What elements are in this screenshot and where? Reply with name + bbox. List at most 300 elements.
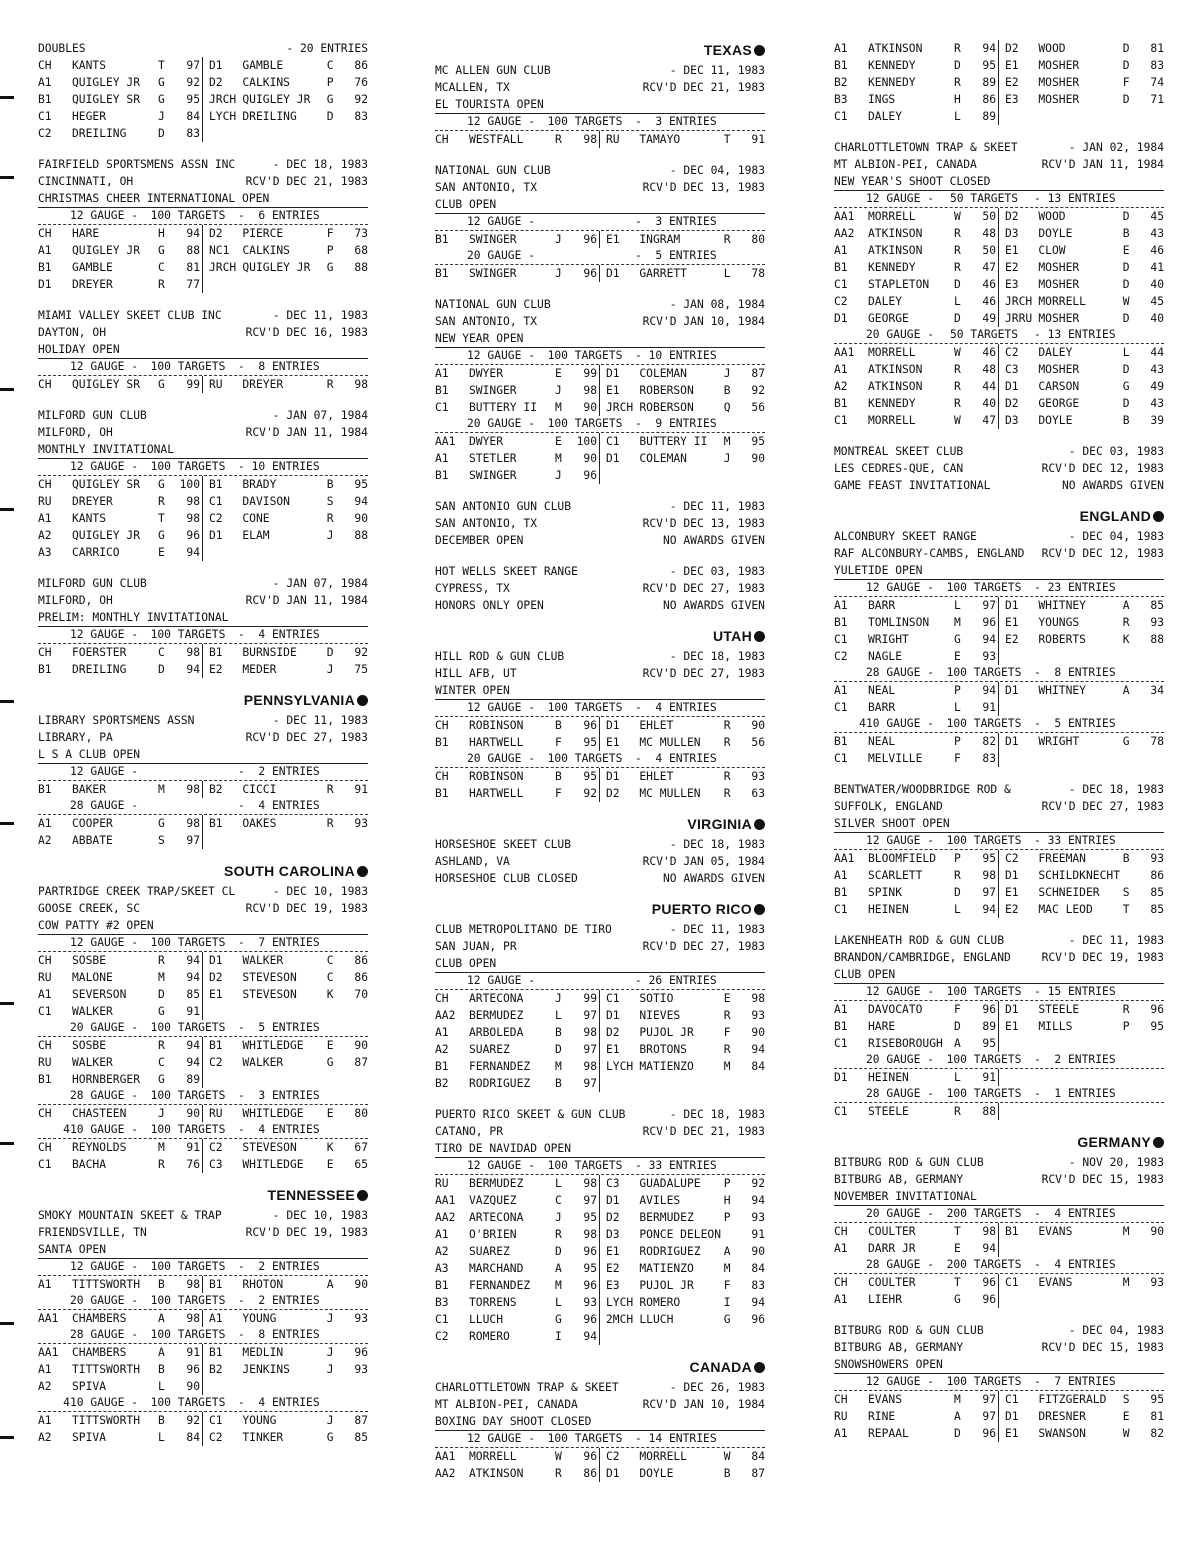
result-row <box>38 1156 368 1173</box>
result-cell <box>435 450 600 467</box>
targets: 100 TARGETS <box>946 1375 1022 1388</box>
class-code: A1 <box>38 817 52 830</box>
division-header <box>38 359 368 376</box>
shooter-name: TITTSWORTH <box>72 1363 141 1376</box>
score: 91 <box>982 1071 996 1084</box>
result-row <box>435 1294 765 1311</box>
shooter-name: ARBOLEDA <box>469 1026 524 1039</box>
shooter-initial: D <box>158 663 165 676</box>
shooter-name: CARRICO <box>72 546 120 559</box>
shooter-name: MORRELL <box>868 414 916 427</box>
class-code: A1 <box>435 1228 449 1241</box>
result-row <box>834 1425 1164 1442</box>
score: 76 <box>186 1158 200 1171</box>
shooter-name: BERMUDEZ <box>639 1211 694 1224</box>
division-header <box>834 1257 1164 1274</box>
class-code: C2 <box>209 1141 223 1154</box>
score: 83 <box>982 752 996 765</box>
club-line-right: RCV'D JAN 10, 1984 <box>642 315 765 328</box>
class-code: E1 <box>1005 244 1019 257</box>
result-cell <box>834 208 999 225</box>
club-line-right: NO AWARDS GIVEN <box>662 534 765 547</box>
score: 94 <box>186 954 200 967</box>
shooter-initial: J <box>326 663 334 676</box>
score: 94 <box>982 684 996 697</box>
shooter-initial: R <box>954 76 961 89</box>
division-header <box>38 1020 368 1037</box>
club-block <box>834 139 1164 429</box>
shooter-name: DARR JR <box>868 1242 916 1255</box>
class-code: D1 <box>606 267 620 280</box>
result-row <box>435 365 765 382</box>
class-code: CH <box>834 1225 848 1238</box>
score: 43 <box>1150 363 1165 376</box>
club-line-left: SAN ANTONIO, TX <box>435 181 538 194</box>
state-name: VIRGINIA <box>687 816 752 832</box>
class-code: E1 <box>606 1245 620 1258</box>
result-row <box>38 1344 368 1361</box>
score: 39 <box>1150 414 1165 427</box>
result-cell <box>203 1003 368 1020</box>
result-cell <box>38 1378 203 1395</box>
shooter-name: QUIGLEY JR <box>72 244 141 257</box>
shooter-name: ATKINSON <box>868 380 923 393</box>
class-code: RU <box>209 378 223 391</box>
shooter-name: ROMERO <box>639 1296 681 1309</box>
result-cell <box>999 1425 1164 1442</box>
club-line-left: HILL ROD & GUN CLUB <box>435 650 565 663</box>
score: 92 <box>186 76 200 89</box>
targets: 100 TARGETS <box>946 834 1022 847</box>
result-row <box>834 276 1164 293</box>
result-cell <box>435 734 600 751</box>
score: 56 <box>751 401 766 414</box>
targets: 100 TARGETS <box>946 1053 1022 1066</box>
shooter-name: AVILES <box>639 1194 681 1207</box>
shooter-initial: R <box>954 227 961 240</box>
class-code: B1 <box>834 735 848 748</box>
division-header <box>38 935 368 952</box>
result-cell <box>435 382 600 399</box>
shooter-name: WALKER <box>72 1056 113 1069</box>
result-row <box>435 450 765 467</box>
targets: 100 TARGETS <box>150 1294 226 1307</box>
club-line-right: - DEC 26, 1983 <box>669 1381 765 1394</box>
result-cell <box>834 884 999 901</box>
class-code: CH <box>38 954 52 967</box>
class-code: D1 <box>1005 599 1019 612</box>
result-row <box>435 1209 765 1226</box>
shooter-name: DAVISON <box>242 495 290 508</box>
score: 98 <box>583 1177 597 1190</box>
result-cell <box>38 1361 203 1378</box>
result-cell <box>999 57 1164 74</box>
shooter-initial: G <box>1122 380 1130 393</box>
shooter-initial: T <box>954 1225 961 1238</box>
club-line-left: HORSESHOE SKEET CLUB <box>435 838 572 851</box>
club-line-left: MONTREAL SKEET CLUB <box>834 445 964 458</box>
shooter-name: HEGER <box>72 110 107 123</box>
shooter-name: OAKES <box>242 817 277 830</box>
result-cell <box>38 476 203 493</box>
result-row <box>38 1003 368 1020</box>
score: 75 <box>354 663 369 676</box>
score: 40 <box>982 397 996 410</box>
shooter-name: WALKER <box>242 954 284 967</box>
club-line-right: - NOV 20, 1983 <box>1068 1156 1164 1169</box>
entries: - 5 ENTRIES <box>635 249 717 262</box>
event-name: SNOWSHOWERS OPEN <box>834 1356 1164 1374</box>
shooter-name: BAKER <box>72 783 107 796</box>
gauge: 12 GAUGE - <box>69 1260 138 1273</box>
shooter-name: MEDER <box>242 663 277 676</box>
shooter-name: LIEHR <box>868 1293 903 1306</box>
score: 84 <box>751 1060 766 1073</box>
shooter-name: SCHILDKNECHT <box>1038 869 1120 882</box>
result-cell <box>435 467 600 484</box>
shooter-initial: K <box>1122 633 1130 646</box>
club-line-right: - DEC 11, 1983 <box>669 500 765 513</box>
class-code: B1 <box>834 616 848 629</box>
class-code: A1 <box>834 684 848 697</box>
result-cell <box>203 125 368 142</box>
division-header <box>435 973 765 990</box>
class-code: A2 <box>38 529 52 542</box>
club-line <box>435 79 765 96</box>
gauge: 12 GAUGE - <box>865 581 934 594</box>
club-line <box>834 798 1164 815</box>
shooter-initial: P <box>954 735 961 748</box>
score: 74 <box>1150 76 1165 89</box>
score: 48 <box>982 227 996 240</box>
result-row <box>38 832 368 849</box>
shooter-name: WOOD <box>1038 210 1066 223</box>
result-row <box>38 969 368 986</box>
shooter-name: GEORGE <box>1038 397 1080 410</box>
shooter-initial: E <box>555 435 562 448</box>
club-line-left: MIAMI VALLEY SKEET CLUB INC <box>38 309 222 322</box>
shooter-initial: L <box>555 1296 562 1309</box>
shooter-name: DWYER <box>469 435 504 448</box>
class-code: AA1 <box>435 435 456 448</box>
result-cell <box>834 867 999 884</box>
shooter-name: MOSHER <box>1038 312 1080 325</box>
shooter-initial: R <box>555 1228 562 1241</box>
shooter-name: RINE <box>868 1410 896 1423</box>
class-code: B2 <box>209 783 223 796</box>
shooter-name: QUIGLEY JR <box>72 529 141 542</box>
score: 96 <box>751 1313 766 1326</box>
club-line <box>435 648 765 665</box>
shooter-initial: G <box>326 1431 334 1444</box>
score: 48 <box>982 363 996 376</box>
score: 83 <box>751 1279 766 1292</box>
shooter-name: MORRELL <box>868 346 916 359</box>
shooter-name: MEDLIN <box>242 1346 284 1359</box>
class-code: D3 <box>1005 414 1019 427</box>
score: 92 <box>186 1414 200 1427</box>
result-cell <box>834 750 999 767</box>
score: 90 <box>186 1380 200 1393</box>
shooter-name: STAPLETON <box>868 278 930 291</box>
shooter-name: KANTS <box>72 512 107 525</box>
shooter-initial: H <box>723 1194 731 1207</box>
result-row <box>435 1226 765 1243</box>
shooter-name: SUAREZ <box>469 1245 510 1258</box>
score: 94 <box>186 1039 200 1052</box>
score: 50 <box>982 210 996 223</box>
result-cell <box>435 1075 600 1092</box>
result-row <box>38 493 368 510</box>
shooter-initial: W <box>954 210 961 223</box>
class-code: B1 <box>1005 1225 1019 1238</box>
score: 97 <box>982 886 996 899</box>
targets: 100 TARGETS <box>150 1021 226 1034</box>
result-row <box>834 108 1164 125</box>
entries: - 2 ENTRIES <box>238 1294 320 1307</box>
result-row <box>38 644 368 661</box>
class-code: RU <box>209 1107 223 1120</box>
result-cell <box>435 990 600 1007</box>
event-name: NOVEMBER INVITATIONAL <box>834 1188 1164 1206</box>
result-cell <box>600 1311 765 1328</box>
margin-marks <box>0 0 20 1541</box>
club-line-left: HOT WELLS SKEET RANGE <box>435 565 578 578</box>
entries: - 4 ENTRIES <box>238 628 320 641</box>
shooter-initial: I <box>555 1330 562 1343</box>
result-cell <box>600 1058 765 1075</box>
club-line-left: BITBURG ROD & GUN CLUB <box>834 1156 984 1169</box>
score: 96 <box>583 233 597 246</box>
result-row <box>38 1412 368 1429</box>
result-cell <box>834 1103 999 1120</box>
score: 94 <box>982 42 996 55</box>
club-line <box>834 1154 1164 1171</box>
shooter-initial: M <box>158 783 165 796</box>
shooter-initial: B <box>555 1077 562 1090</box>
shooter-name: SOSBE <box>72 1039 107 1052</box>
shooter-name: MC MULLEN <box>639 787 701 800</box>
class-code: C2 <box>1005 852 1019 865</box>
class-code: D1 <box>1005 869 1019 882</box>
score: 84 <box>186 1431 200 1444</box>
club-line-left: DAYTON, OH <box>38 326 107 339</box>
result-cell <box>600 131 765 148</box>
result-row <box>834 597 1164 614</box>
score: 91 <box>982 701 996 714</box>
score: 90 <box>751 452 766 465</box>
shooter-initial: F <box>326 227 334 240</box>
shooter-initial: M <box>723 435 731 448</box>
club-line-left: MILFORD, OH <box>38 594 113 607</box>
club-line-right: - DEC 03, 1983 <box>1068 445 1164 458</box>
event-name: SILVER SHOOT OPEN <box>834 815 1164 833</box>
result-cell <box>834 395 999 412</box>
shooter-initial: R <box>954 397 961 410</box>
score: 85 <box>186 988 200 1001</box>
score: 56 <box>751 736 766 749</box>
result-row <box>38 376 368 393</box>
shooter-name: INGRAM <box>639 233 681 246</box>
shooter-initial: F <box>723 1026 731 1039</box>
result-row <box>38 781 368 798</box>
class-code: D3 <box>1005 227 1019 240</box>
club-line <box>435 1379 765 1396</box>
shooter-name: DALEY <box>868 295 903 308</box>
shooter-initial: A <box>723 1245 731 1258</box>
gauge: 20 GAUGE - <box>466 417 535 430</box>
shooter-initial: P <box>723 1211 731 1224</box>
shooter-initial: B <box>1122 414 1130 427</box>
class-code: B1 <box>435 469 449 482</box>
gauge: 20 GAUGE - <box>69 1294 138 1307</box>
result-cell <box>834 91 999 108</box>
result-row <box>834 378 1164 395</box>
class-code: A2 <box>38 1380 52 1393</box>
shooter-name: WHITLEDGE <box>242 1039 304 1052</box>
shooter-initial: J <box>326 529 334 542</box>
club-line-left: SAN ANTONIO, TX <box>435 315 538 328</box>
result-cell <box>203 276 368 293</box>
result-row <box>38 1276 368 1293</box>
class-code: D1 <box>209 954 223 967</box>
score: 87 <box>354 1056 369 1069</box>
club-block <box>435 648 765 802</box>
result-cell <box>38 57 203 74</box>
shooter-name: BRADY <box>242 478 277 491</box>
shooter-initial: D <box>954 59 961 72</box>
shooter-name: HARE <box>72 227 100 240</box>
score: 82 <box>1150 1427 1165 1440</box>
shooter-name: KANTS <box>72 59 107 72</box>
shooter-name: TITTSWORTH <box>72 1278 141 1291</box>
division-header <box>38 627 368 644</box>
class-code: E2 <box>1005 903 1019 916</box>
entries: - 8 ENTRIES <box>238 1328 320 1341</box>
club-block <box>38 712 368 849</box>
state-name: TEXAS <box>703 42 752 58</box>
club-line-right: RCV'D DEC 15, 1983 <box>1041 1341 1164 1354</box>
division-header <box>38 798 368 815</box>
result-cell <box>999 242 1164 259</box>
score: 84 <box>751 1450 766 1463</box>
club-block <box>834 781 1164 918</box>
shooter-name: REPAAL <box>868 1427 909 1440</box>
shooter-initial: J <box>555 992 562 1005</box>
result-cell <box>203 510 368 527</box>
result-cell <box>435 1294 600 1311</box>
shooter-initial: R <box>158 954 165 967</box>
result-cell <box>435 399 600 416</box>
score: 43 <box>1150 397 1165 410</box>
class-code: A2 <box>435 1245 449 1258</box>
shooter-initial: R <box>954 869 961 882</box>
club-line <box>435 1106 765 1123</box>
shooter-initial: B <box>158 1414 165 1427</box>
result-row <box>834 1274 1164 1291</box>
class-code: A1 <box>38 512 52 525</box>
class-code: D2 <box>1005 397 1019 410</box>
club-block <box>38 307 368 393</box>
result-cell <box>600 1007 765 1024</box>
entries: - 10 ENTRIES <box>238 460 320 473</box>
shooter-initial: C <box>326 59 334 72</box>
result-cell <box>203 1071 368 1088</box>
club-block <box>38 575 368 678</box>
result-row <box>435 1058 765 1075</box>
class-code: A1 <box>834 1293 848 1306</box>
shooter-name: ARTECONA <box>469 1211 524 1224</box>
shooter-initial: F <box>723 1279 731 1292</box>
shooter-initial: M <box>723 1262 731 1275</box>
entries: - 4 ENTRIES <box>238 799 320 812</box>
shooter-initial: W <box>954 346 961 359</box>
class-code: E3 <box>606 1279 620 1292</box>
club-line <box>38 575 368 592</box>
class-code: 2MCH <box>606 1313 634 1326</box>
division-header <box>834 580 1164 597</box>
shooter-name: CALKINS <box>242 244 290 257</box>
score: 97 <box>982 1393 996 1406</box>
result-cell <box>435 1007 600 1024</box>
shooter-name: GAMBLE <box>72 261 113 274</box>
bullet-icon <box>1153 511 1164 522</box>
shooter-initial: B <box>555 770 562 783</box>
score: 90 <box>354 1278 369 1291</box>
class-code: C2 <box>834 295 848 308</box>
club-line-left: MILFORD GUN CLUB <box>38 577 147 590</box>
score: 93 <box>583 1296 597 1309</box>
club-block <box>38 1207 368 1446</box>
entries: - 2 ENTRIES <box>1034 1053 1116 1066</box>
shooter-initial: C <box>326 971 334 984</box>
result-row <box>834 1291 1164 1308</box>
class-code: C2 <box>606 1450 620 1463</box>
result-row <box>435 1192 765 1209</box>
class-code: D1 <box>606 719 620 732</box>
result-cell <box>38 1037 203 1054</box>
entries: - 23 ENTRIES <box>1034 581 1116 594</box>
result-cell <box>38 1429 203 1446</box>
result-cell <box>38 1003 203 1020</box>
shooter-initial: T <box>723 133 731 146</box>
result-cell <box>203 1412 368 1429</box>
result-cell <box>999 276 1164 293</box>
shooter-name: QUIGLEY JR <box>242 261 311 274</box>
result-cell <box>203 493 368 510</box>
result-row <box>435 785 765 802</box>
class-code: C2 <box>209 1056 223 1069</box>
club-line <box>38 424 368 441</box>
score: 95 <box>186 93 200 106</box>
result-cell <box>435 231 600 248</box>
score: 87 <box>751 1467 766 1480</box>
event-name: SANTA OPEN <box>38 1241 368 1259</box>
shooter-name: MATIENZO <box>639 1060 694 1073</box>
result-cell <box>38 661 203 678</box>
shooter-initial: M <box>555 1279 562 1292</box>
result-cell <box>834 1001 999 1018</box>
shooter-name: BERMUDEZ <box>469 1009 524 1022</box>
result-row <box>435 768 765 785</box>
shooter-initial: F <box>954 1003 961 1016</box>
result-cell <box>999 1408 1164 1425</box>
result-cell <box>38 242 203 259</box>
result-row <box>834 310 1164 327</box>
score: 85 <box>1150 599 1165 612</box>
shooter-name: DAVOCATO <box>868 1003 923 1016</box>
result-cell <box>435 1041 600 1058</box>
